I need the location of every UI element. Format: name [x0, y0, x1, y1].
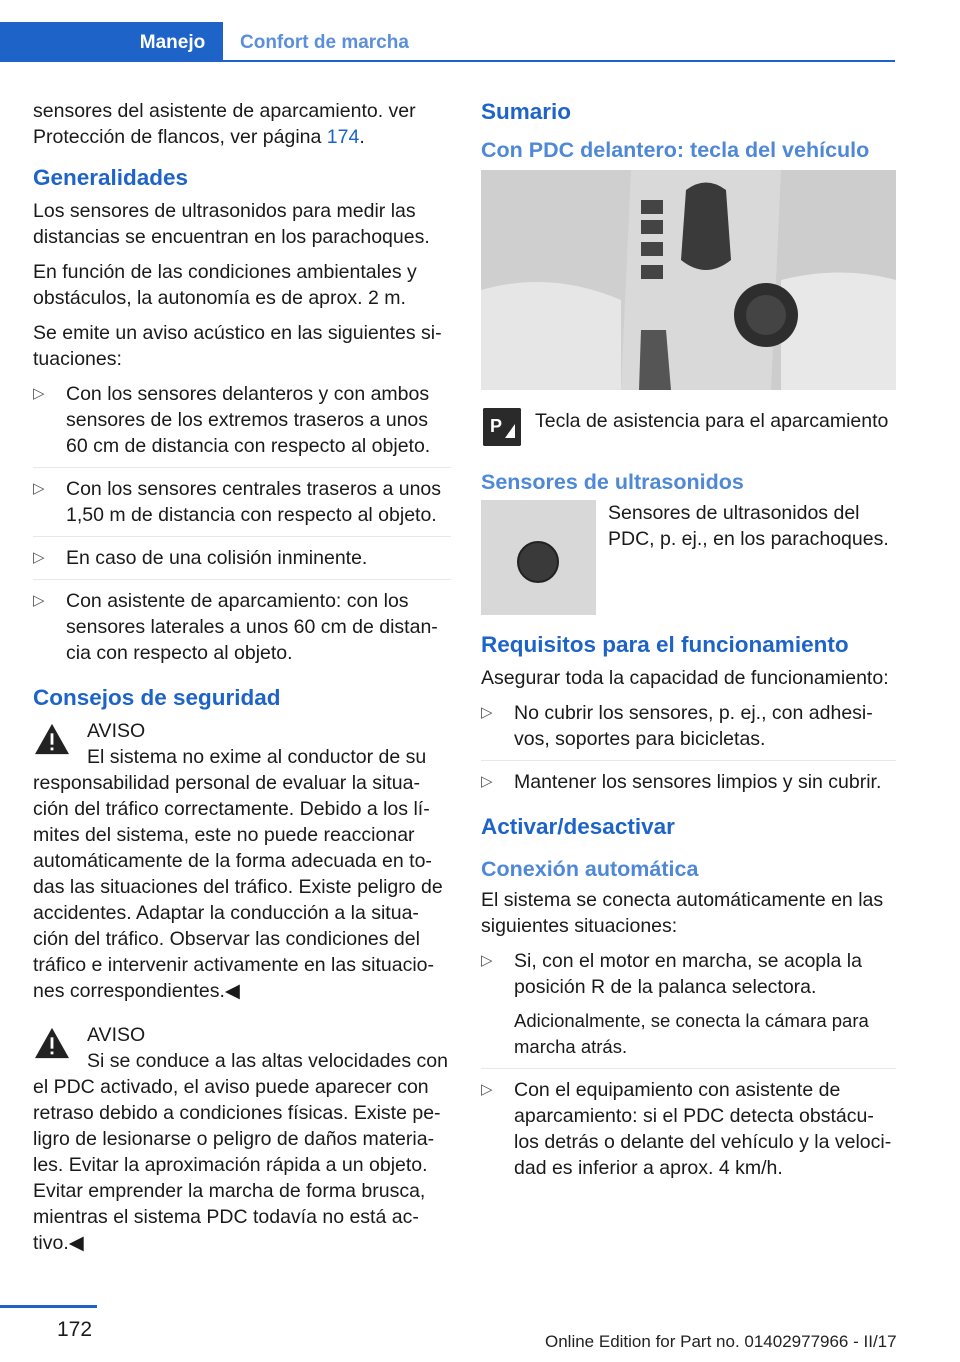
- pdc-button-icon: [483, 408, 521, 446]
- list-item: ▷ Con los sensores centrales traseros a unos 1,50 m de distancia con respecto al objeto.: [33, 476, 451, 537]
- warning-text: Si se conduce a las altas velocidades con el PDC activado, el aviso puede aparecer con retraso debido a condiciones físicas. Existe pe‐ligro de lesionarse o peligro de daños materia‐les. Evitar la aproximación rápida a un objeto. Evitar emprender la marcha de forma brusca, mientras el sistema PDC todavía no está ac‐tivo.◀: [33, 1050, 448, 1254]
- conexion-text: El sistema se conecta automáticamente en las siguientes situaciones:: [481, 889, 884, 937]
- ultrasonic-sensor-photo: [481, 500, 596, 615]
- conexion-subheading: Conexión automática: [481, 857, 699, 881]
- sumario-heading: Sumario: [481, 99, 572, 124]
- page-number: 172: [57, 1318, 93, 1341]
- list-item: ▷ Con asistente de aparcamiento: con los sensores laterales a unos 60 cm de distan‐cia con respecto al objeto.: [33, 590, 438, 664]
- triangle-right-icon: ▷: [33, 549, 45, 566]
- warning-block-2: [33, 1022, 451, 1256]
- sensores-subheading: Sensores de ultrasonidos: [481, 470, 744, 494]
- tab-manejo[interactable]: Manejo: [122, 22, 223, 62]
- triangle-right-icon: ▷: [481, 952, 493, 969]
- warning-triangle-icon: [33, 722, 71, 756]
- chapter-tabbar: [0, 22, 895, 62]
- warning-text: El sistema no exime al conductor de su responsabilidad personal de evaluar la situa‐ción del tráfico correctamente. Debido a los lí‐mites del sistema, este no puede reaccionar automáticamente de la forma adecuada en to‐das las situaciones del tráfico. Existe peligro de accidentes. Adaptar la conducción a la situa‐ción del tráfico. Observar las condiciones del tráfico e intervenir activamente en las situacio‐nes correspondientes.◀: [33, 746, 443, 1002]
- triangle-right-icon: ▷: [481, 1081, 493, 1098]
- triangle-right-icon: ▷: [33, 480, 45, 497]
- activar-heading: Activar/desactivar: [481, 814, 675, 839]
- requisitos-text: Asegurar toda la capacidad de funcionamiento:: [481, 667, 889, 689]
- sensores-text: Sensores de ultrasonidos del PDC, p. ej., en los parachoques.: [608, 502, 889, 550]
- tab-confort-de-marcha[interactable]: Confort de marcha: [240, 32, 409, 53]
- svg-text:P: P: [490, 416, 503, 436]
- generalidades-p2: En función de las condiciones ambientales y obstáculos, la autonomía es de aprox. 2 m.: [33, 261, 417, 309]
- pdc-subheading: Con PDC delantero: tecla del vehículo: [481, 138, 870, 162]
- tab-underline: [223, 60, 895, 62]
- seguridad-heading: Consejos de seguridad: [33, 685, 281, 710]
- center-console-photo: [481, 170, 896, 390]
- footer-edition: Online Edition for Part no. 01402977966 - II/17: [545, 1332, 897, 1351]
- page-link[interactable]: 174: [326, 126, 360, 148]
- generalidades-heading: Generalidades: [33, 165, 189, 190]
- requisitos-heading: Requisitos para el funcionamiento: [481, 632, 849, 657]
- triangle-right-icon: ▷: [33, 385, 45, 402]
- warning-label: AVISO: [87, 720, 146, 742]
- tab-bar-start: [0, 22, 122, 62]
- sensor-row: [481, 500, 896, 615]
- warning-block-1: [33, 718, 451, 1004]
- intro-paragraph: sensores del asistente de aparcamiento. ver Protección de flancos, ver página 174.: [33, 100, 416, 148]
- list-item: ▷ Mantener los sensores limpios y sin cubrir.: [481, 771, 882, 793]
- triangle-right-icon: ▷: [33, 592, 45, 609]
- conexion-list: [481, 948, 896, 1189]
- pdc-caption-row: [481, 408, 896, 446]
- list-item: ▷ Si, con el motor en marcha, se acopla la posición R de la palanca selectora. Adicionalmente, se conecta la cámara para marcha atrás.: [481, 948, 896, 1069]
- warning-label: AVISO: [87, 1024, 146, 1046]
- warning-triangle-icon: [33, 1026, 71, 1060]
- pdc-caption: Tecla de asistencia para el aparcamiento: [535, 410, 889, 432]
- generalidades-p1: Los sensores de ultrasonidos para medir las distancias se encuentran en los parachoques.: [33, 200, 430, 248]
- right-column: [481, 98, 896, 1199]
- generalidades-p3: Se emite un aviso acústico en las siguientes si‐tuaciones:: [33, 322, 442, 370]
- list-item: ▷ Con los sensores delanteros y con ambos sensores de los extremos traseros a unos 60 cm de distancia con respecto al objeto.: [33, 381, 451, 468]
- left-column: [33, 98, 451, 1256]
- list-item: ▷ En caso de una colisión inminente.: [33, 545, 451, 580]
- triangle-right-icon: ▷: [481, 773, 493, 790]
- footer-line: [0, 1305, 97, 1308]
- conexion-item1-sub: Adicionalmente, se conecta la cámara para marcha atrás.: [514, 1010, 869, 1057]
- list-item: ▷ No cubrir los sensores, p. ej., con adhesi‐vos, soportes para bicicletas.: [481, 700, 896, 761]
- generalidades-list: [33, 381, 451, 674]
- list-item: ▷ Con el equipamiento con asistente de aparcamiento: si el PDC detecta obstácu‐los detrás o delante del vehículo y la veloci‐dad es inferior a aprox. 4 km/h.: [481, 1079, 892, 1179]
- requisitos-list: [481, 700, 896, 803]
- triangle-right-icon: ▷: [481, 704, 493, 721]
